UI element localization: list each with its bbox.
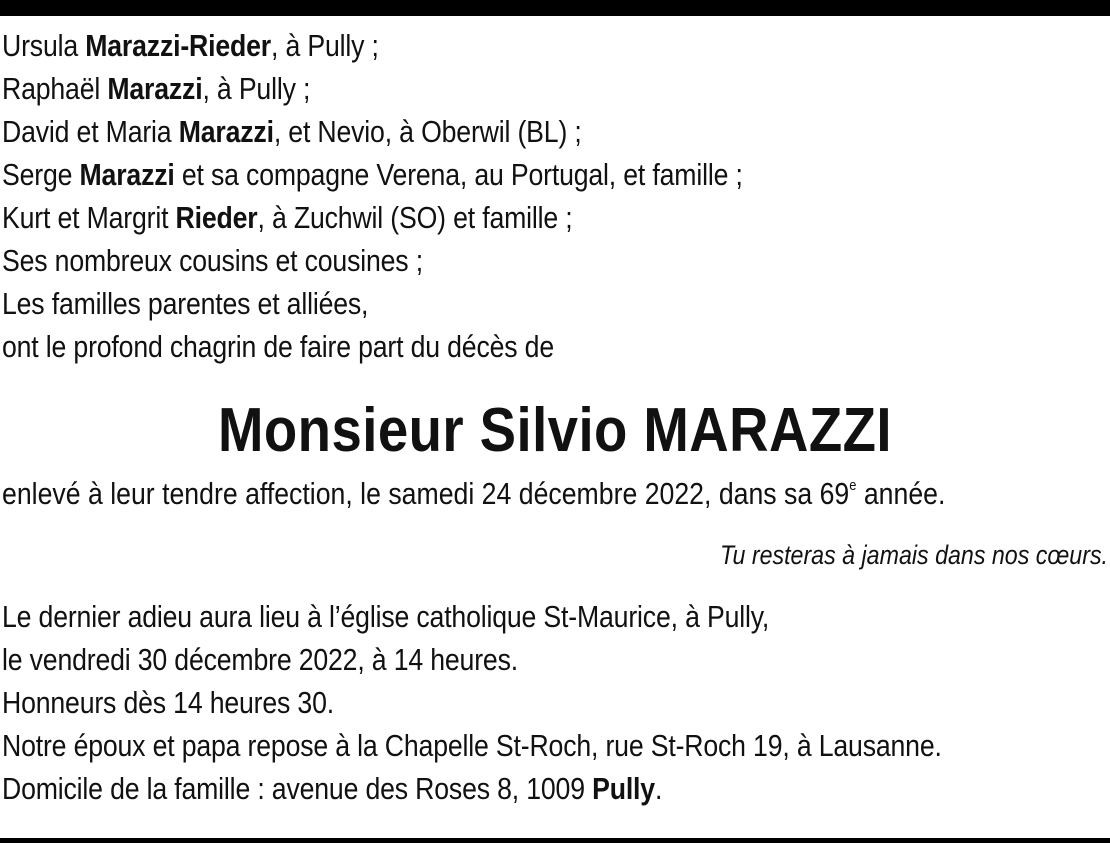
family-surname: Marazzi-Rieder — [85, 28, 272, 63]
top-rule — [0, 0, 1110, 16]
family-surname: Marazzi — [107, 71, 203, 106]
deceased-name: Monsieur Silvio MARAZZI — [218, 396, 892, 465]
family-surname: Rieder — [175, 200, 258, 235]
ceremony-location-line: Le dernier adieu aura lieu à l’église catholique St-Maurice, à Pully, — [2, 599, 770, 634]
family-line-kurt-margrit — [2, 196, 953, 239]
honours-line: Honneurs dès 14 heures 30. — [2, 685, 334, 720]
family-line-david-maria — [2, 110, 953, 153]
family-surname: Marazzi — [178, 114, 274, 149]
family-line-text: Raphaël — [2, 71, 108, 106]
ceremony-date-line: le vendredi 30 décembre 2022, à 14 heures. — [2, 642, 518, 677]
address-text-end: . — [654, 771, 663, 806]
bottom-rule — [0, 838, 1110, 843]
death-date-line — [2, 472, 953, 515]
family-line-text: , et Nevio, à Oberwil (BL) ; — [273, 114, 582, 149]
family-address-line — [2, 767, 953, 810]
address-town: Pully — [592, 771, 655, 806]
family-line-text: , à Pully ; — [202, 71, 311, 106]
family-line-raphael — [2, 67, 953, 110]
address-text: Domicile de la famille : avenue des Roses 8, 1009 — [2, 771, 593, 806]
family-line-serge — [2, 153, 953, 196]
obituary-notice — [2, 24, 1108, 810]
family-line-text: , à Zuchwil (SO) et famille ; — [257, 200, 573, 235]
family-line-text: Serge — [2, 157, 80, 192]
family-line-text: Ursula — [2, 28, 86, 63]
announcement-line: ont le profond chagrin de faire part du décès de — [2, 329, 554, 364]
families-line: Les familles parentes et alliées, — [2, 286, 369, 321]
ordinal-superscript: e — [849, 477, 857, 494]
family-line-text: David et Maria — [2, 114, 179, 149]
family-line-text: Kurt et Margrit — [2, 200, 176, 235]
death-date-text-end: année. — [856, 476, 946, 511]
memorial-motto: Tu resteras à jamais dans nos cœurs. — [720, 540, 1108, 570]
family-line-text: et sa compagne Verena, au Portugal, et famille ; — [174, 157, 743, 192]
family-line-ursula — [2, 24, 953, 67]
family-surname: Marazzi — [79, 157, 175, 192]
chapel-line: Notre époux et papa repose à la Chapelle St-Roch, rue St-Roch 19, à Lausanne. — [2, 728, 942, 763]
death-date-text: enlevé à leur tendre affection, le samedi 24 décembre 2022, dans sa 69 — [2, 476, 850, 511]
family-line-text: , à Pully ; — [271, 28, 379, 63]
cousins-line: Ses nombreux cousins et cousines ; — [2, 243, 423, 278]
